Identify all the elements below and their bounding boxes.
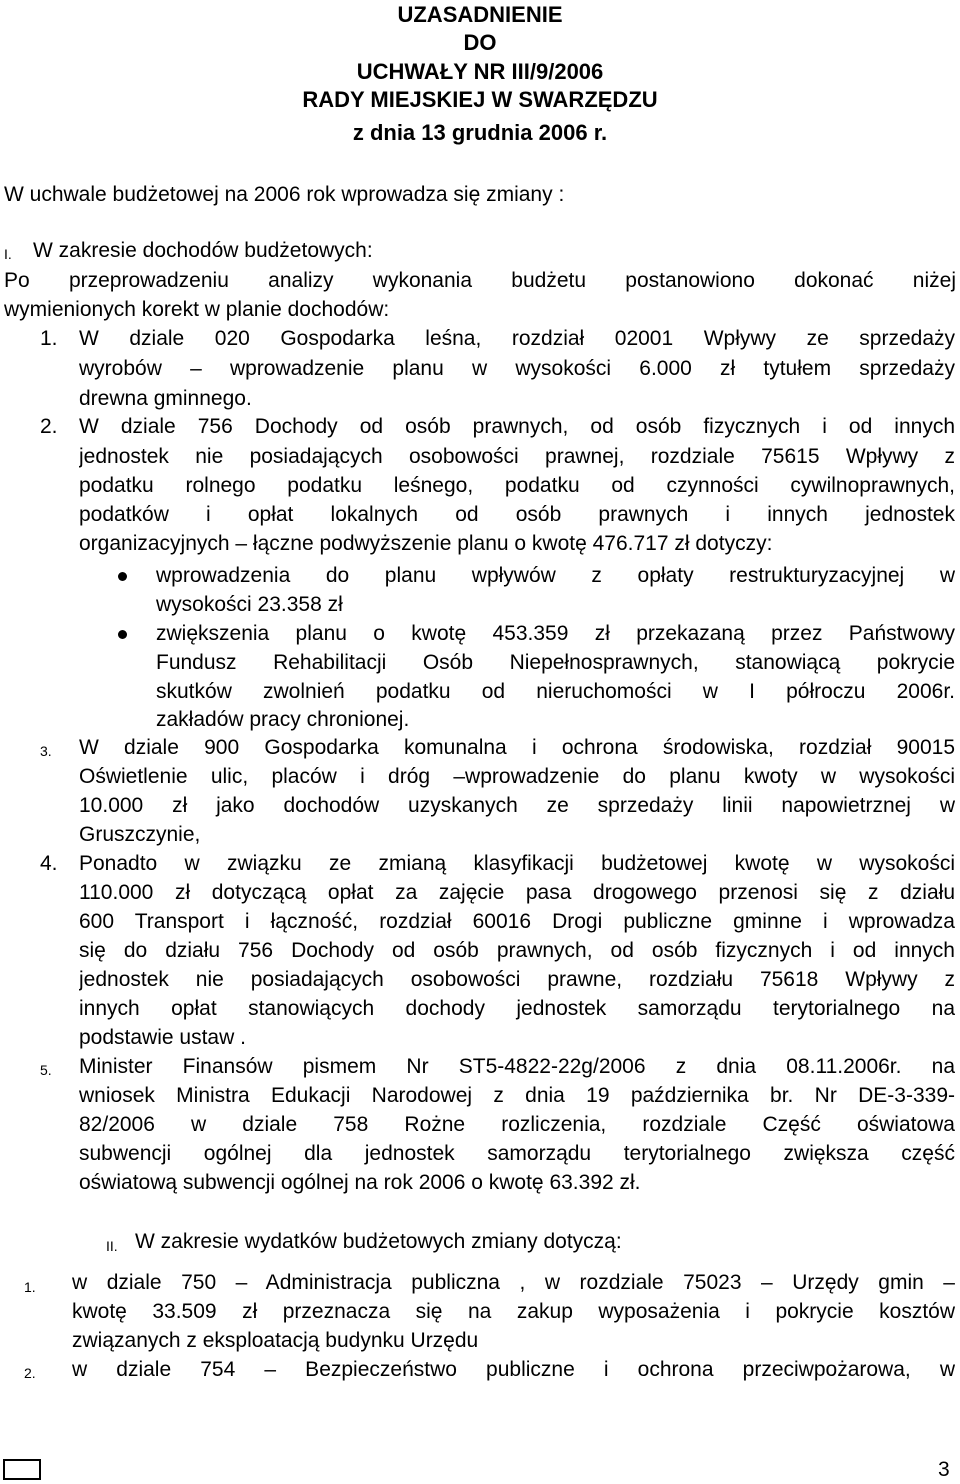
income-item-line: subwencji ogólnej dla jednostek samorządu terytorialnego zwiększa część — [79, 1142, 955, 1165]
income-item-line: 10.000 zł jako dochodów uzyskanych ze sprzedaży linii napowietrznej w — [79, 794, 955, 817]
income-item-line: Minister Finansów pismem Nr ST5-4822-22g/2006 z dnia 08.11.2006r. na — [79, 1055, 955, 1078]
income-item-line: Ponadto w związku ze zmianą klasyfikacji budżetowej kwotę w wysokości — [79, 852, 955, 875]
bullet-dot — [118, 630, 127, 639]
bullet-line: zwiększenia planu o kwotę 453.359 zł przekazaną przez Państwowy — [156, 622, 955, 645]
section-1-marker: I. — [4, 246, 12, 262]
income-item-line: 82/2006 w dziale 758 Rożne rozliczenia, rozdziale Część oświatowa — [79, 1113, 955, 1136]
income-item-line: wniosek Ministra Edukacji Narodowej z dnia 19 października br. Nr DE-3-339- — [79, 1084, 955, 1107]
bullet-line: wysokości 23.358 zł — [156, 593, 343, 616]
income-item-line: 600 Transport i łączność, rozdział 60016 Drogi publiczne gminne i wprowadza — [79, 910, 955, 933]
income-item-number: 4. — [40, 852, 58, 875]
income-item-line: podatku rolnego podatku leśnego, podatku od czynności cywilnoprawnych, — [79, 474, 955, 497]
income-item-line: podatków i opłat lokalnych od osób prawnych i innych jednostek — [79, 503, 955, 526]
page-number: 3 — [938, 1458, 950, 1481]
title-line-3: UCHWAŁY NR III/9/2006 — [356, 59, 604, 84]
section-2-marker: II. — [106, 1238, 118, 1254]
income-item-line: oświatową subwencji ogólnej na rok 2006 o kwotę 63.392 zł. — [79, 1171, 641, 1194]
title-line-1: UZASADNIENIE — [397, 2, 563, 27]
bullet-line: Fundusz Rehabilitacji Osób Niepełnosprawnych, stanowiącą pokrycie — [156, 651, 955, 674]
income-item-line: drewna gminnego. — [79, 387, 252, 410]
bullet-line: wprowadzenia do planu wpływów z opłaty restrukturyzacyjnej w — [156, 564, 955, 587]
income-item-line: 110.000 zł dotyczącą opłat za zajęcie pasa drogowego przenosi się z działu — [79, 881, 955, 904]
income-item-number: 1. — [40, 327, 58, 350]
footer-box — [3, 1459, 41, 1480]
title-line-4: RADY MIEJSKIEJ W SWARZĘDZU — [302, 87, 658, 112]
income-item-line: innych opłat stanowiących dochody jednostek samorządu terytorialnego na — [79, 997, 955, 1020]
income-item-number: 3. — [40, 743, 52, 759]
section-1-lead-line: wymienionych korekt w planie dochodów: — [4, 298, 390, 321]
bullet-line: zakładów pracy chronionej. — [156, 708, 410, 731]
income-item-number: 2. — [40, 415, 58, 438]
intro-text: W uchwale budżetowej na 2006 rok wprowadza się zmiany : — [4, 183, 565, 206]
bullet-line: skutków zwolnień podatku od nieruchomości w I półroczu 2006r. — [156, 680, 955, 703]
income-item-line: W dziale 756 Dochody od osób prawnych, od osób fizycznych i od innych — [79, 415, 955, 438]
expense-item-number: 2. — [24, 1365, 36, 1381]
expense-item-number: 1. — [24, 1279, 36, 1295]
title-line-2: DO — [463, 30, 497, 55]
section-1-heading: W zakresie dochodów budżetowych: — [33, 239, 373, 262]
income-item-line: jednostek nie posiadających osobowości prawnej, rozdziale 75615 Wpływy z — [79, 445, 955, 468]
income-item-line: się do działu 756 Dochody od osób prawnych, od osób fizycznych i od innych — [79, 939, 955, 962]
income-item-line: podstawie ustaw . — [79, 1026, 246, 1049]
section-2-heading: W zakresie wydatków budżetowych zmiany dotyczą: — [135, 1230, 622, 1253]
income-item-line: W dziale 020 Gospodarka leśna, rozdział 02001 Wpływy ze sprzedaży — [79, 327, 955, 350]
income-item-number: 5. — [40, 1062, 52, 1078]
expense-item-line: kwotę 33.509 zł przeznacza się na zakup wyposażenia i pokrycie kosztów — [72, 1300, 955, 1323]
income-item-line: Oświetlenie ulic, placów i dróg –wprowadzenie do planu kwoty w wysokości — [79, 765, 955, 788]
income-item-line: wyrobów – wprowadzenie planu w wysokości 6.000 zł tytułem sprzedaży — [79, 357, 955, 380]
expense-item-line: związanych z eksploatacją budynku Urzędu — [72, 1329, 479, 1352]
income-item-line: W dziale 900 Gospodarka komunalna i ochrona środowiska, rozdział 90015 — [79, 736, 955, 759]
income-item-line: Gruszczynie, — [79, 823, 201, 846]
title-line-5: z dnia 13 grudnia 2006 r. — [352, 120, 608, 145]
bullet-dot — [118, 572, 127, 581]
income-item-line: jednostek nie posiadających osobowości prawne, rozdziału 75618 Wpływy z — [79, 968, 955, 991]
section-1-lead-line: Po przeprowadzeniu analizy wykonania budżetu postanowiono dokonać niżej — [4, 269, 956, 292]
expense-item-line: w dziale 750 – Administracja publiczna , w rozdziale 75023 – Urzędy gmin – — [72, 1271, 955, 1294]
expense-item-line: w dziale 754 – Bezpieczeństwo publiczne i ochrona przeciwpożarowa, w — [72, 1358, 955, 1381]
income-item-line: organizacyjnych – łączne podwyższenie planu o kwotę 476.717 zł dotyczy: — [79, 532, 773, 555]
